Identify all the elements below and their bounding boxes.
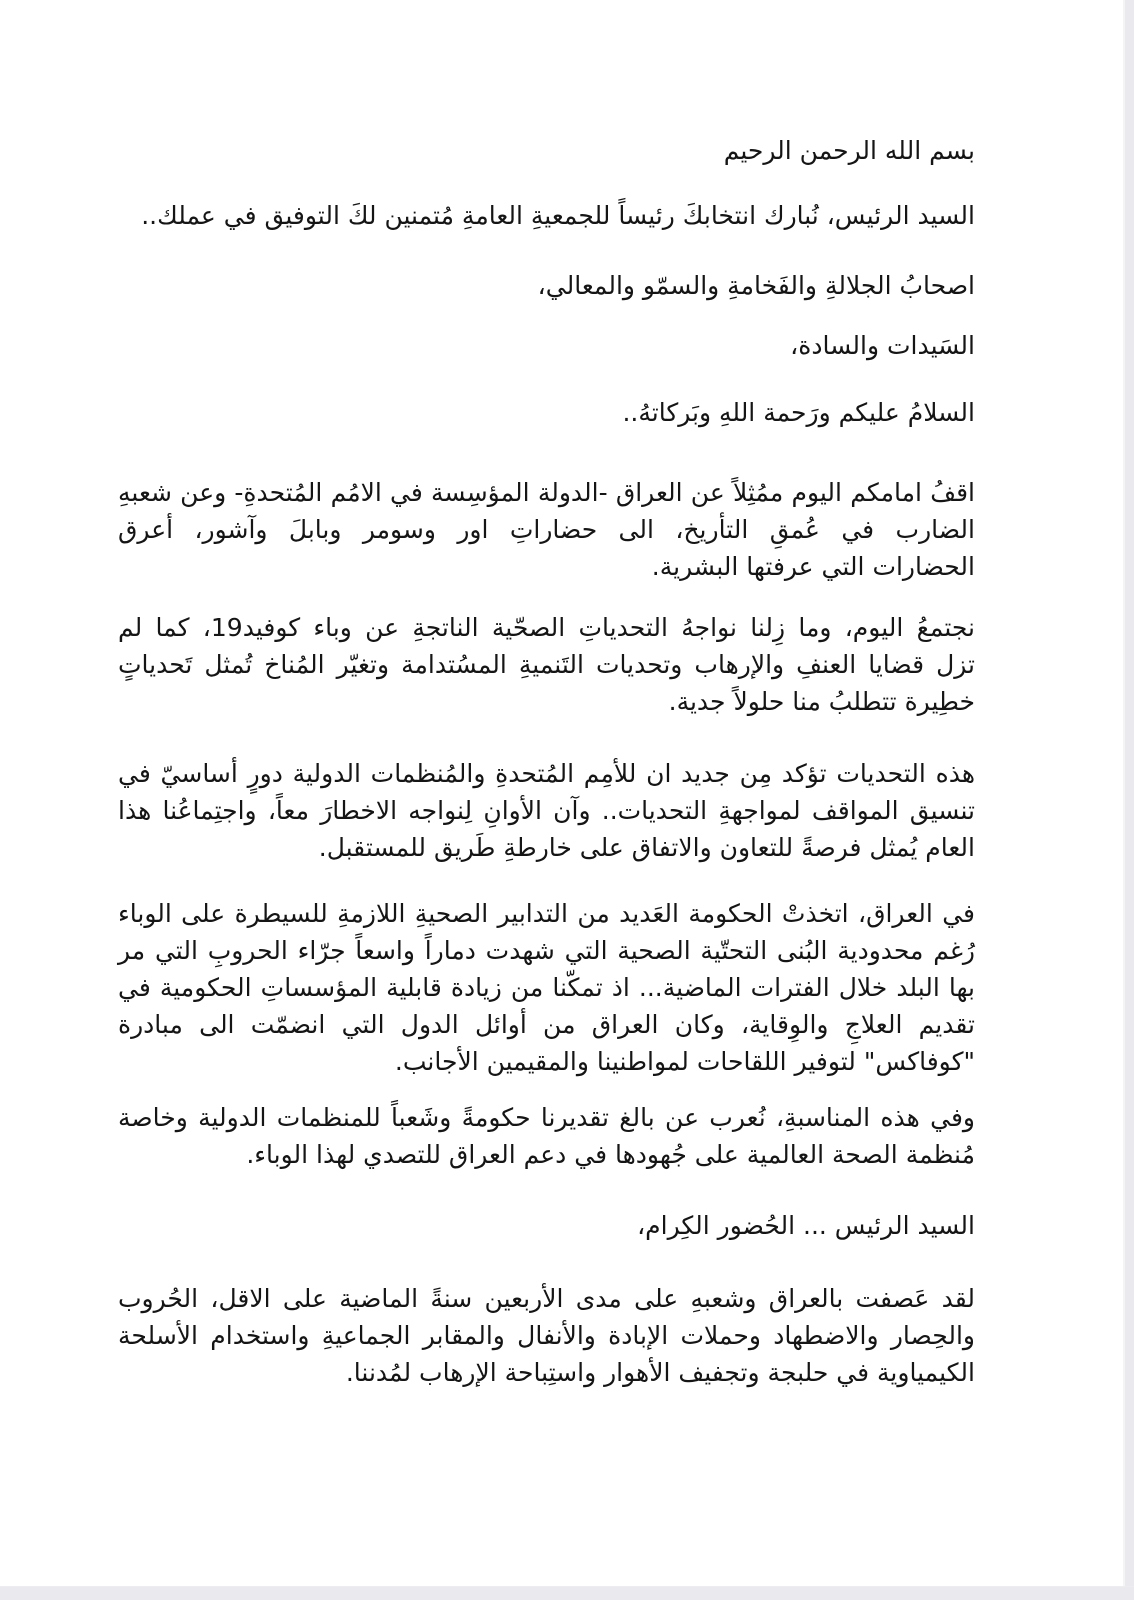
paragraph-forty-years-suffering-line-2: والحِصار والاضطهاد وحملات الإبادة والأنفال والمقابر الجماعيةِ واستخدام الأسلحة [118,1321,975,1350]
paragraph-iraq-representation-line-3: الحضارات التي عرفتها البشرية. [651,552,975,581]
paragraph-iraq-representation-line-1: اقفُ امامكم اليوم ممُثِلاً عن العراق -الدولة المؤسِسة في الامُم المُتحدةِ- وعن شعبهِ [118,478,975,507]
paragraph-un-role-line-2: تنسيق المواقف لمواجهةِ التحديات.. وآن الأوانِ لِنواجه الاخطارَ معاً، واجتِماعُنا هذا [118,796,975,825]
paragraph-covid-challenges-line-2: تزل قضايا العنفِ والإرهاب وتحديات التَنميةِ المسُتدامة وتغيّر المُناخ تُمثل تَحدياتٍ [118,650,975,679]
paragraph-un-role [118,755,975,866]
paragraph-who-gratitude-line-1: وفي هذه المناسبةِ، نُعرب عن بالغ تقديرنا حكومةً وشَعباً للمنظمات الدولية وخاصة [118,1103,975,1132]
bismillah-line: بسم الله الرحمن الرحيم [723,136,975,165]
viewer-bottom-gutter [0,1586,1134,1600]
paragraph-iraq-representation [118,474,975,585]
paragraph-iraq-representation-line-2: الضارب في عُمقِ التأريخ، الى حضاراتِ اور وسومر وبابلَ وآشور، أعرق [118,515,975,544]
paragraph-health-measures-line-2: رُغم محدودية البُنى التحتّية الصحية التي شهدت دماراً واسعاً جرّاء الحروبِ التي مر [118,936,975,965]
paragraph-health-measures-line-1: في العراق، اتخذتْ الحكومة العَديد من التدابير الصحيةِ اللازمةِ للسيطرة على الوباء [118,899,975,928]
paragraph-un-role-line-3: العام يُمثل فرصةً للتعاون والاتفاق على خارطةِ طَريق للمستقبل. [318,833,975,862]
document-content [118,0,975,1391]
paragraph-forty-years-suffering [118,1280,975,1391]
paragraph-who-gratitude [118,1099,975,1173]
president-congratulation-line: السيد الرئيس، نُبارك انتخابكَ رئيساً للجمعيةِ العامةِ مُتمنين لكَ التوفيق في عملك.. [141,201,975,230]
paragraph-covid-challenges-line-1: نجتمعُ اليوم، وما زِلنا نواجهُ التحدياتِ الصحّية الناتجةِ عن وباء كوفيد19، كما لم [118,613,975,642]
paragraph-covid-challenges [118,609,975,720]
paragraph-who-gratitude-line-2: مُنظمة الصحة العالمية على جُهودها في دعم العراق للتصدي لهذا الوباء. [246,1140,975,1169]
viewer-right-gutter [1123,0,1134,1600]
paragraph-forty-years-suffering-line-3: الكيمياوية في حلبجة وتجفيف الأهوار واستِباحة الإرهاب لمُدننا. [345,1358,975,1387]
paragraph-health-measures [118,895,975,1080]
paragraph-health-measures-line-4: تقديم العلاجِ والوِقاية، وكان العراق من أوائل الدول التي انضمّت الى مبادرة [118,1010,975,1039]
paragraph-covid-challenges-line-3: خطِيرة تتطلبُ منا حلولاً جدية. [668,687,975,716]
salam-greeting-line: السلامُ عليكم ورَحمة اللهِ وبَركاتهُ.. [622,398,975,427]
ladies-gentlemen-line: السَيدات والسادة، [790,331,975,360]
paragraph-forty-years-suffering-line-1: لقد عَصفت بالعراق وشعبهِ على مدى الأربعين سنةً الماضية على الاقل، الحُروب [118,1284,975,1313]
majesties-salutation-line: اصحابُ الجلالةِ والفَخامةِ والسمّو والمعالي، [537,271,975,300]
president-audience-line: السيد الرئيس ... الحُضور الكِرام، [637,1211,975,1240]
paragraph-health-measures-line-5: "كوفاكس" لتوفير اللقاحات لمواطنينا والمقيمين الأجانب. [394,1047,975,1076]
paragraph-un-role-line-1: هذه التحديات تؤكد مِن جديد ان للأمِم المُتحدةِ والمُنظمات الدولية دورٍ أساسيّ في [118,759,975,788]
paragraph-health-measures-line-3: بها البلد خلال الفترات الماضية... اذ تمكّنا من زيادة قابلية المؤسساتِ الحكومية في [118,973,975,1002]
